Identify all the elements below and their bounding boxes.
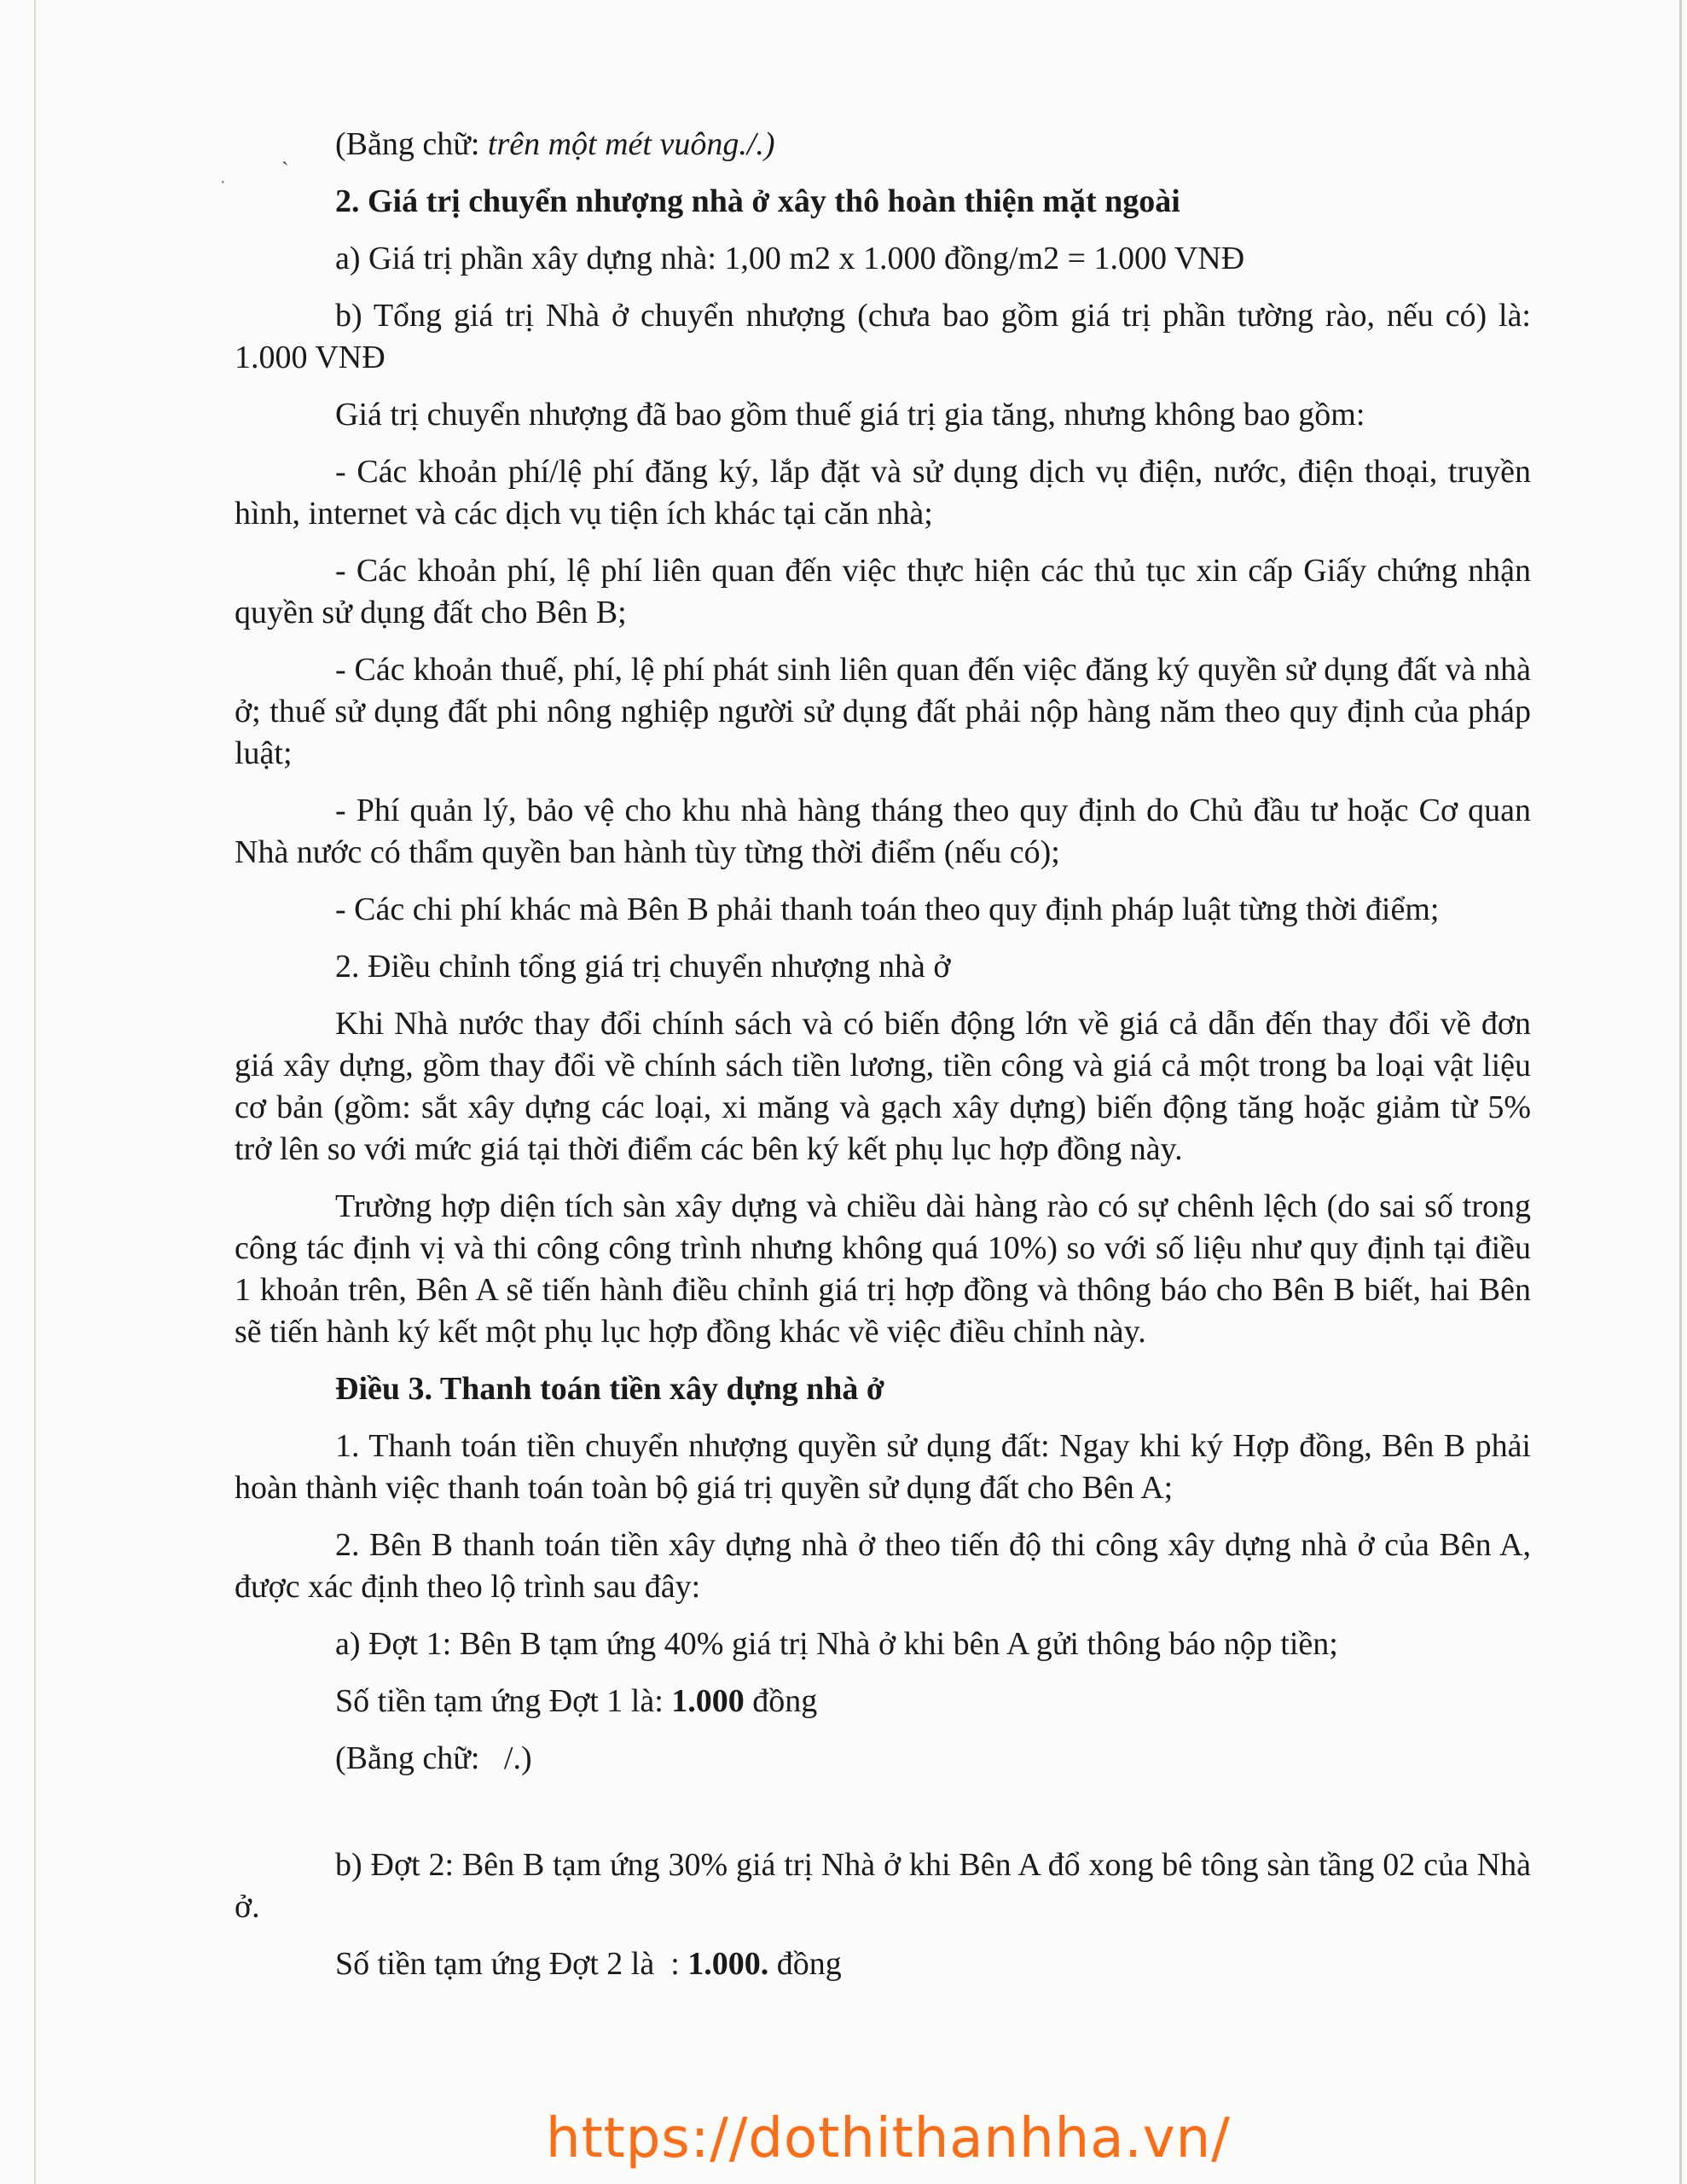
article-3-heading: Điều 3. Thanh toán tiền xây dựng nhà ở: [335, 1371, 884, 1407]
clause-a-construction-value: a) Giá trị phần xây dựng nhà: 1,00 m2 x 1.000 đồng/m2 = 1.000 VNĐ: [335, 241, 1245, 276]
scan-edge-left: [34, 0, 36, 2184]
payment-clause-2: 2. Bên B thanh toán tiền xây dựng nhà ở theo tiến độ thi công xây dựng nhà ở của Bên A, được xác định theo lộ trình sau đây:: [235, 1527, 1531, 1605]
website-watermark: https://dothithanhha.vn/: [546, 2107, 1231, 2170]
exclusion-item: - Các khoản phí/lệ phí đăng ký, lắp đặt và sử dụng dịch vụ điện, nước, điện thoại, truyền hình, internet và các dịch vụ tiện ích khác tại căn nhà;: [235, 454, 1531, 531]
amount-value: 1.000: [671, 1683, 745, 1719]
document-body: [235, 124, 1531, 2001]
amount-unit: đồng: [768, 1946, 842, 1982]
scan-speck: ·: [220, 173, 226, 192]
adjustment-title: 2. Điều chỉnh tổng giá trị chuyển nhượng nhà ở: [335, 949, 951, 985]
scan-edge-right: [1679, 0, 1682, 2184]
blank-space: [235, 1795, 1531, 1844]
adjustment-paragraph: Trường hợp diện tích sàn xây dựng và chiều dài hàng rào có sự chênh lệch (do sai số trong công tác định vị và thi công công trình nhưng không quá 10%) so với số liệu như quy định tại điều 1 khoản trên, Bên A sẽ tiến hành điều chỉnh giá trị hợp đồng và thông báo cho Bên B biết, hai Bên sẽ tiến hành ký kết một phụ lục hợp đồng khác về việc điều chỉnh này.: [235, 1188, 1531, 1350]
vat-note: Giá trị chuyển nhượng đã bao gồm thuế giá trị gia tăng, nhưng không bao gồm:: [335, 397, 1365, 433]
amount-unit: đồng: [744, 1683, 818, 1719]
exclusion-item: - Các chi phí khác mà Bên B phải thanh toán theo quy định pháp luật từng thời điểm;: [335, 892, 1440, 927]
installment-1: a) Đợt 1: Bên B tạm ứng 40% giá trị Nhà ở khi bên A gửi thông báo nộp tiền;: [335, 1626, 1338, 1662]
clause-b-total-value: b) Tổng giá trị Nhà ở chuyển nhượng (chưa bao gồm giá trị phần tường rào, nếu có) là: 1.000 VNĐ: [235, 298, 1531, 375]
section-heading-transfer-value: 2. Giá trị chuyển nhượng nhà ở xây thô hoàn thiện mặt ngoài: [335, 183, 1180, 219]
exclusion-item: - Phí quản lý, bảo vệ cho khu nhà hàng tháng theo quy định do Chủ đầu tư hoặc Cơ quan Nhà nước có thẩm quyền ban hành tùy từng thời điểm (nếu có);: [235, 793, 1531, 870]
words-value: trên một mét vuông./.): [487, 126, 775, 162]
adjustment-paragraph: Khi Nhà nước thay đổi chính sách và có biến động lớn về giá cả dẫn đến thay đổi về đơn giá xây dựng, gồm thay đổi về chính sách tiền lương, tiền công và giá cả một trong ba loại vật liệu cơ bản (gồm: sắt xây dựng các loại, xi măng và gạch xây dựng) biến động tăng hoặc giảm từ 5% trở lên so với mức giá tại thời điểm các bên ký kết phụ lục hợp đồng này.: [235, 1006, 1531, 1167]
amount-value: 1.000.: [687, 1946, 769, 1982]
installment-2: b) Đợt 2: Bên B tạm ứng 30% giá trị Nhà ở khi Bên A đổ xong bê tông sàn tầng 02 của Nhà ở.: [235, 1847, 1531, 1925]
amount-label: Số tiền tạm ứng Đợt 1 là:: [335, 1683, 672, 1719]
amount-label: Số tiền tạm ứng Đợt 2 là :: [335, 1946, 688, 1982]
installment-1-words: (Bằng chữ: /.): [335, 1740, 532, 1776]
installment-1-amount: [235, 1681, 1531, 1722]
exclusion-item: - Các khoản thuế, phí, lệ phí phát sinh liên quan đến việc đăng ký quyền sử dụng đất và nhà ở; thuế sử dụng đất phi nông nghiệp người sử dụng đất phải nộp hàng năm theo quy định của pháp luật;: [235, 652, 1531, 771]
payment-clause-1: 1. Thanh toán tiền chuyển nhượng quyền sử dụng đất: Ngay khi ký Hợp đồng, Bên B phải hoàn thành việc thanh toán toàn bộ giá trị quyền sử dụng đất cho Bên A;: [235, 1428, 1531, 1506]
exclusion-item: - Các khoản phí, lệ phí liên quan đến việc thực hiện các thủ tục xin cấp Giấy chứng nhận quyền sử dụng đất cho Bên B;: [235, 553, 1531, 630]
scan-speck: ˎ: [281, 141, 289, 166]
words-label: (Bằng chữ:: [335, 126, 488, 162]
installment-2-amount: [235, 1943, 1531, 1985]
amount-in-words-line: [235, 124, 1531, 166]
